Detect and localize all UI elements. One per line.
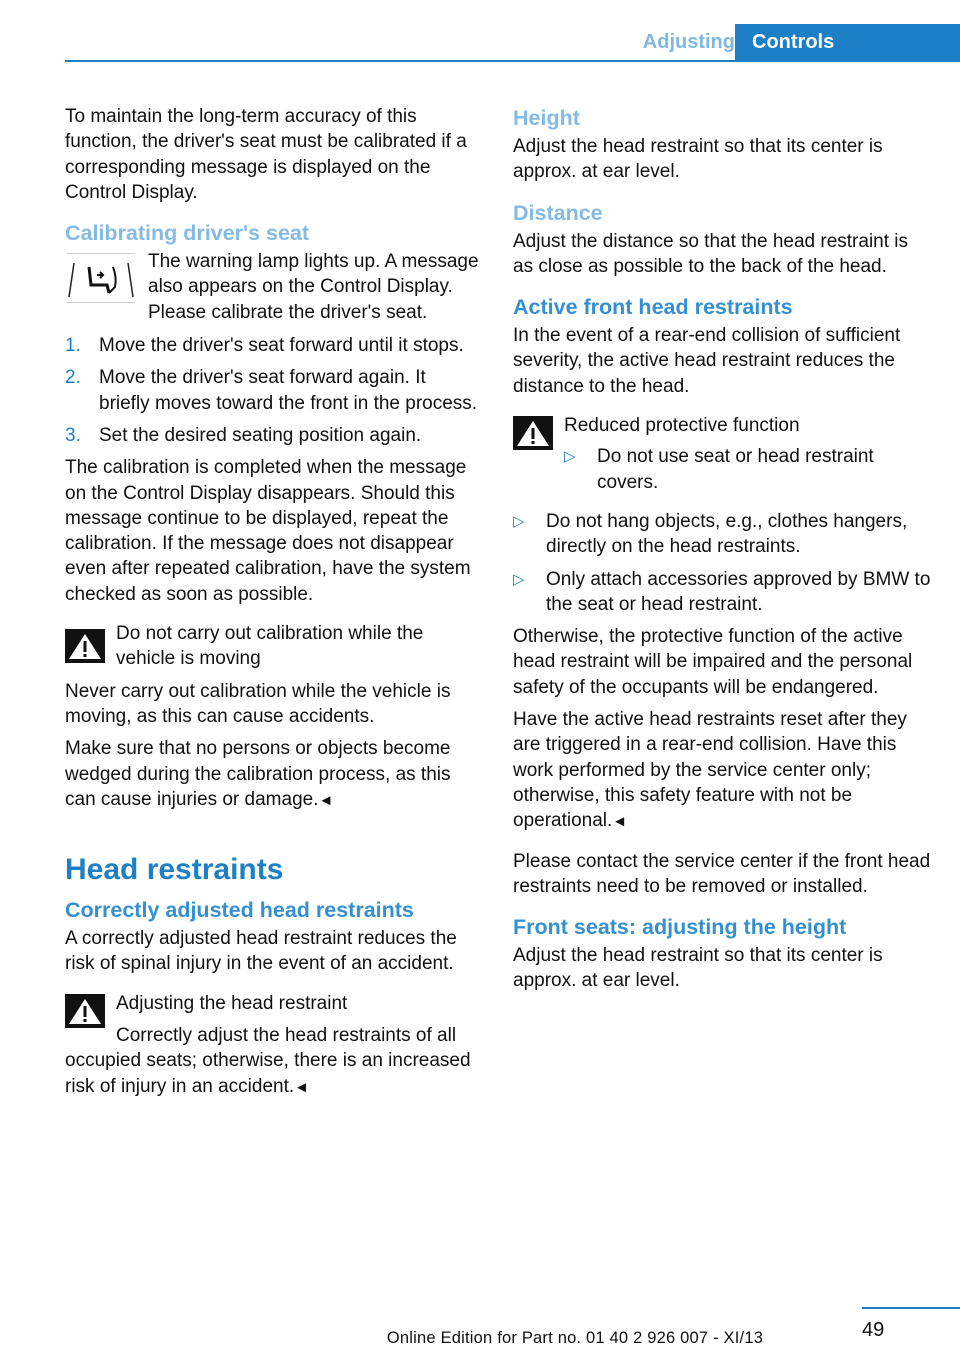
- calibration-complete-text: The calibration is completed when the message on the Control Display disappears. Should this message continue to be displayed, repeat the calibration. If the message does not disappear even after repeated calibration, have the system checked as soon as possible.: [65, 457, 471, 605]
- warning-paragraph: [65, 736, 481, 813]
- bullet-text: Do not use seat or head restraint covers.: [597, 446, 874, 493]
- height-heading: Height: [513, 106, 580, 130]
- chapter-tab: Controls: [735, 24, 960, 60]
- warning-body: Correctly adjust the head restraints of all occupied seats; otherwise, there is an increased risk of injury in an accident.: [65, 1025, 471, 1097]
- warning-text: [65, 1023, 481, 1100]
- list-item: [65, 365, 481, 416]
- height-text: Adjust the head restraint so that its center is approx. at ear level.: [513, 136, 883, 183]
- edition-text: Online Edition for Part no. 01 40 2 926 007 - XI/13: [386, 1329, 764, 1347]
- list-item: [65, 423, 481, 448]
- end-mark: ◄: [318, 791, 334, 809]
- head-restraints-heading: Head restraints: [65, 853, 284, 887]
- list-item: [513, 509, 933, 560]
- bullet-triangle-icon: ▷: [513, 570, 525, 588]
- warning-title: Adjusting the head restraint: [116, 992, 348, 1014]
- step-number: 2.: [65, 367, 81, 389]
- warning-triangle-icon: [65, 994, 105, 1028]
- otherwise-text: Otherwise, the protective function of the active head restraint will be impaired and the personal safety of the occupants will be endangered.: [513, 626, 913, 698]
- seat-warning-lamp-icon: [65, 253, 137, 303]
- warning-text: Make sure that no persons or objects become wedged during the calibration process, as this can cause injuries or damage.: [65, 738, 451, 810]
- calibrating-heading: Calibrating driver's seat: [65, 221, 310, 246]
- step-text: Move the driver's seat forward until it stops.: [99, 335, 464, 357]
- list-item: [513, 567, 933, 618]
- end-mark: ◄: [294, 1078, 310, 1096]
- page-number-text: 49: [862, 1319, 885, 1341]
- bullet-text: Only attach accessories approved by BMW to the seat or head restraint.: [546, 568, 931, 615]
- step-number: 1.: [65, 335, 81, 357]
- bullet-text: Do not hang objects, e.g., clothes hangers, directly on the head restraints.: [546, 510, 908, 558]
- page-header: [65, 24, 960, 62]
- active-restraints-heading: Active front head restraints: [513, 295, 793, 320]
- correct-adjusted-heading: Correctly adjusted head restraints: [65, 898, 414, 923]
- calibrating-block: [65, 249, 481, 325]
- section-label: Adjusting: [642, 31, 735, 53]
- distance-heading: Distance: [513, 200, 603, 225]
- step-text: Set the desired seating position again.: [99, 424, 422, 446]
- warning-calibration: [65, 621, 481, 672]
- intro-paragraph: To maintain the long-term accuracy of this function, the driver's seat must be calibrated if a corresponding message is displayed on the Control Display.: [65, 106, 467, 203]
- step-text: Move the driver's seat forward again. It briefly moves toward the front in the process.: [99, 367, 478, 414]
- calibrating-text: The warning lamp lights up. A message also appears on the Control Display. Please calibrate the driver's seat.: [148, 251, 479, 323]
- list-item: [564, 444, 933, 495]
- warning-reduced-protection: [513, 413, 933, 495]
- contact-text: Please contact the service center if the front head restraints need to be removed or installed.: [513, 850, 931, 897]
- active-restraints-text: In the event of a rear-end collision of sufficient severity, the active head restraint reduces the distance to the head.: [513, 325, 901, 397]
- warning-triangle-icon: [513, 416, 553, 450]
- front-seats-text: Adjust the head restraint so that its center is approx. at ear level.: [513, 945, 883, 992]
- left-column: [65, 104, 481, 1107]
- correct-adjusted-text: A correctly adjusted head restraint reduces the risk of spinal injury in the event of an accident.: [65, 928, 457, 975]
- warning-adjusting: [65, 991, 481, 1100]
- warning-triangle-icon: [65, 629, 105, 663]
- reset-body: Have the active head restraints reset after they are triggered in a rear-end collision. Have this work performed by the service center only; otherwise, this safety feature with not be operational.: [513, 709, 907, 832]
- bullet-list: [513, 509, 933, 617]
- bullet-triangle-icon: ▷: [564, 448, 576, 466]
- calibration-steps: [65, 333, 481, 448]
- front-seats-heading: Front seats: adjusting the height: [513, 915, 847, 940]
- edition-footer: [0, 1329, 960, 1348]
- bullet-triangle-icon: ▷: [513, 512, 525, 530]
- reset-text: [513, 707, 933, 834]
- distance-text: Adjust the distance so that the head restraint is as close as possible to the back of the head.: [513, 230, 909, 277]
- warning-paragraph: Never carry out calibration while the vehicle is moving, as this can cause accidents.: [65, 680, 451, 727]
- inset-bullet-list: [564, 444, 933, 495]
- step-number: 3.: [65, 424, 81, 446]
- warning-title: Do not carry out calibration while the vehicle is moving: [116, 623, 424, 670]
- warning-title: Reduced protective function: [564, 415, 800, 437]
- list-item: [65, 333, 481, 358]
- end-mark: ◄: [612, 813, 628, 831]
- right-column: [513, 104, 933, 1001]
